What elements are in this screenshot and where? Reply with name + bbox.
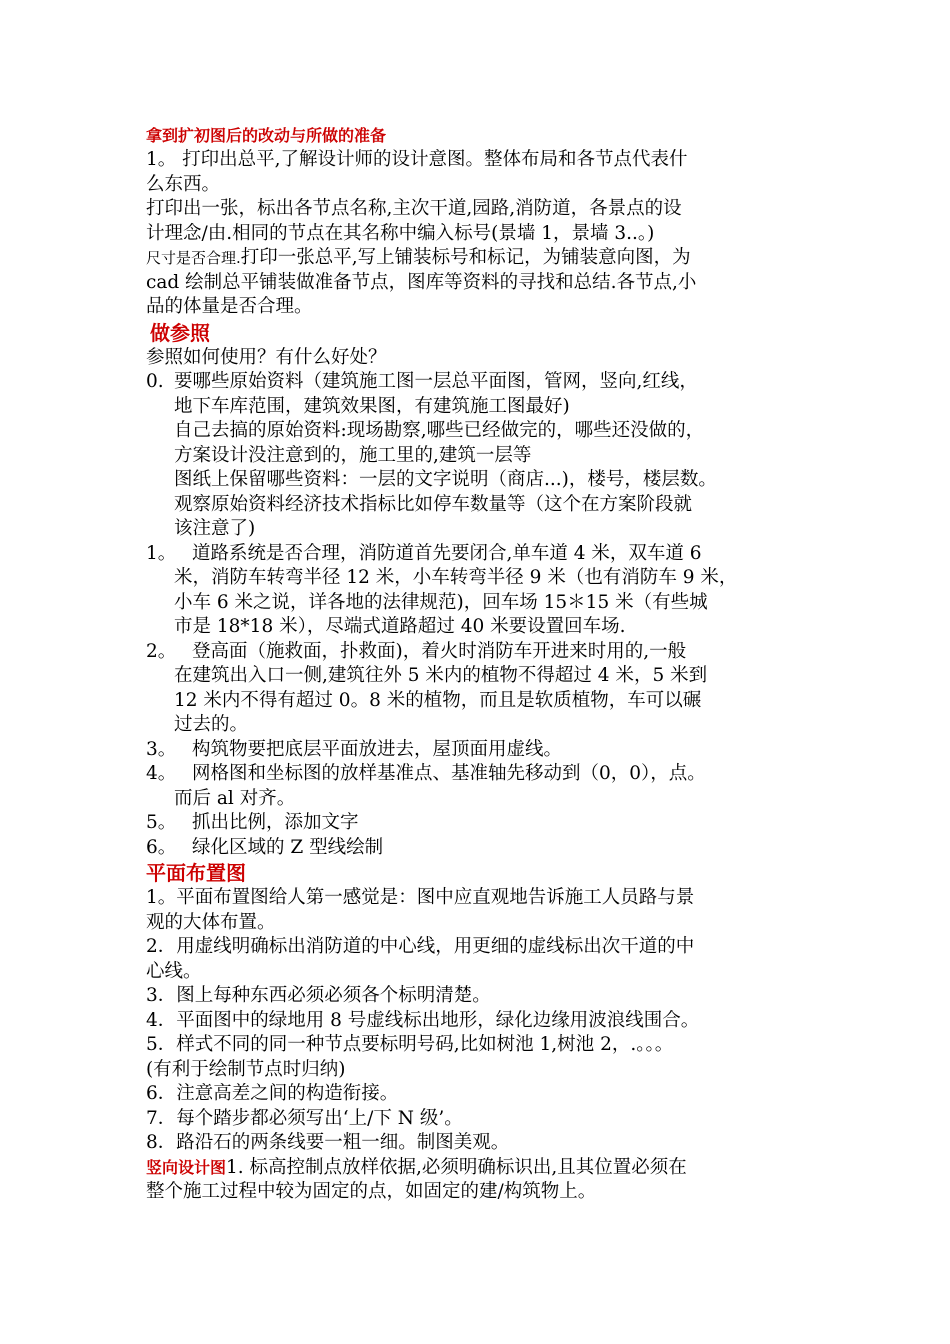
text-line	[174, 836, 826, 861]
text-line: 整个施工过程中较为固定的点，如固定的建/构筑物上。	[146, 1181, 597, 1202]
text-span: 抓出比例，添加文字	[192, 812, 359, 833]
text-span: 登高面（施救面，扑救面)，着火时消防车开进来时用的,一般	[192, 640, 687, 662]
text-line: 小车 6 米之说，详各地的法律规范)，回车场 15＊15 米（有些城	[174, 591, 708, 613]
text-line: 而后 al 对齐。	[174, 787, 296, 809]
text-line: 要哪些原始资料（建筑施工图一层总平面图，管网，竖向,红线，	[174, 371, 698, 392]
list-item	[146, 542, 826, 640]
list-number: 1。	[146, 542, 177, 564]
text-span: 网格图和坐标图的放样基准点、基准轴先移动到（0，0），点。	[192, 763, 706, 784]
text-line: 市是 18*18 米），尽端式道路超过 40 米要设置回车场.	[174, 616, 626, 637]
section-heading: 平面布置图	[146, 861, 246, 885]
text-line: 5．样式不同的同一种节点要标明号码,比如树池 1,树池 2，.。。。	[146, 1034, 674, 1055]
list-item	[146, 762, 826, 811]
text-line	[156, 542, 826, 567]
text-line: 2．用虚线明确标出消防道的中心线，用更细的虚线标出次干道的中	[146, 936, 695, 957]
text-line: 1。 打印出总平,了解设计师的设计意图。整体布局和各节点代表什	[146, 149, 688, 170]
text-span-small: 尺寸是否合理.	[146, 249, 241, 267]
text-line	[146, 1156, 826, 1181]
text-line: 1。平面布置图给人第一感觉是：图中应直观地告诉施工人员路与景	[146, 887, 695, 908]
text-line: 8．路沿石的两条线要一粗一细。制图美观。	[146, 1132, 510, 1153]
section-heading-inline: 竖向设计图	[146, 1157, 227, 1177]
text-line: 品的体量是否合理。	[146, 296, 313, 317]
text-line: 在建筑出入口一侧,建筑往外 5 米内的植物不得超过 4 米，5 米到	[174, 665, 708, 686]
text-line: 计理念/由.相同的节点在其名称中编入标号(景墙 1，景墙 3..。)	[146, 222, 655, 244]
document-page	[146, 124, 826, 1205]
text-span: 打印一张总平,写上铺装标号和标记，为铺装意向图，为	[240, 247, 691, 268]
text-line	[174, 811, 826, 836]
text-line: 心线。	[146, 960, 202, 982]
list-item	[146, 738, 826, 763]
text-line: 自己去搞的原始资料:现场勘察,哪些已经做完的，哪些还没做的，	[174, 420, 705, 441]
text-span: 道路系统是否合理，消防道首先要闭合,单车道 4 米，双车道 6	[192, 542, 702, 564]
text-span: 构筑物要把底层平面放进去，屋顶面用虚线。	[192, 738, 563, 760]
text-line	[146, 246, 826, 271]
text-line: 该注意了)	[174, 518, 256, 539]
list-number: 5。	[146, 812, 177, 833]
text-line: 参照如何使用？有什么好处？	[146, 346, 387, 368]
text-line: 7．每个踏步都必须写出‘上/下 N 级’。	[146, 1107, 463, 1129]
text-line: 3．图上每种东西必须必须各个标明清楚。	[146, 985, 491, 1006]
text-line	[174, 640, 826, 665]
text-line: 方案设计没注意到的，施工里的,建筑一层等	[174, 444, 532, 466]
text-line: 图纸上保留哪些资料：一层的文字说明（商店...)，楼号，楼层数。	[174, 469, 717, 490]
section-heading: 拿到扩初图后的改动与所做的准备	[146, 126, 387, 145]
list-number: 4。	[146, 763, 177, 784]
text-line: 地下车库范围，建筑效果图，有建筑施工图最好)	[174, 395, 570, 417]
list-number: 6。	[146, 836, 177, 858]
text-line: 打印出一张，标出各节点名称,主次干道,园路,消防道，各景点的设	[146, 198, 682, 219]
text-line	[174, 738, 826, 763]
list-number: 0.	[146, 371, 164, 392]
list-item	[146, 370, 826, 542]
section-heading: 做参照	[150, 320, 210, 345]
text-line: (有利于绘制节点时归纳)	[146, 1058, 346, 1080]
text-span: 1. 标高控制点放样依据,必须明确标识出,且其位置必须在	[226, 1156, 687, 1178]
text-line	[174, 762, 826, 787]
text-line: 4．平面图中的绿地用 8 号虚线标出地形，绿化边缘用波浪线围合。	[146, 1009, 700, 1031]
text-line: 观的大体布置。	[146, 911, 276, 933]
list-number: 3。	[146, 738, 177, 760]
text-line: cad 绘制总平铺装做准备节点，图库等资料的寻找和总结.各节点,小	[146, 271, 697, 293]
text-line: 6．注意高差之间的构造衔接。	[146, 1083, 399, 1104]
list-number: 2。	[146, 640, 177, 662]
text-line: 么东西。	[146, 173, 221, 195]
text-line: 观察原始资料经济技术指标比如停车数量等（这个在方案阶段就	[174, 493, 693, 515]
list-item	[146, 811, 826, 836]
list-item	[146, 640, 826, 738]
text-line: 过去的。	[174, 714, 249, 735]
text-line: 12 米内不得有超过 0。8 米的植物，而且是软质植物，车可以碾	[174, 689, 702, 711]
text-span: 绿化区域的 Z 型线绘制	[192, 836, 384, 858]
list-item	[146, 836, 826, 861]
text-line: 米，消防车转弯半径 12 米，小车转弯半径 9 米（也有消防车 9 米，	[174, 567, 738, 588]
